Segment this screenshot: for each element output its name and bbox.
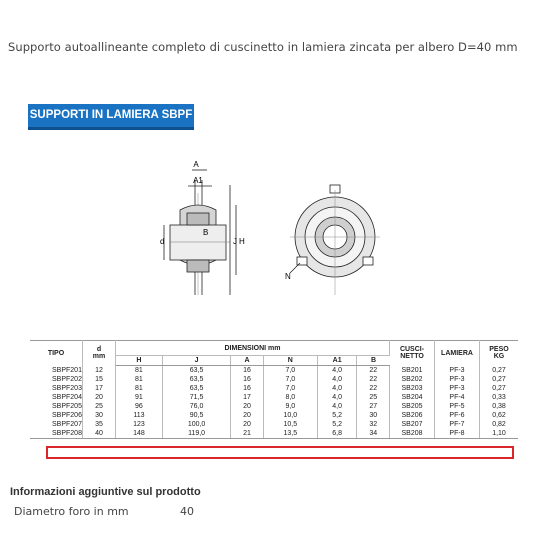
table-cell: PF-4: [435, 393, 480, 402]
table-cell: 32: [357, 420, 390, 429]
label-n: N: [285, 272, 291, 281]
table-cell: 76,0: [162, 402, 230, 411]
table-cell: 119,0: [162, 429, 230, 439]
table-cell: SBPF204: [30, 393, 83, 402]
table-cell: 20: [231, 411, 263, 420]
table-cell: SB207: [390, 420, 435, 429]
header-peso: [480, 341, 519, 366]
table-cell: SBPF203: [30, 384, 83, 393]
header-n: N: [263, 356, 317, 366]
table-cell: SB208: [390, 429, 435, 439]
section-banner: SUPPORTI IN LAMIERA SBPF: [28, 104, 194, 130]
table-cell: 6,8: [317, 429, 357, 439]
specs-table: [30, 340, 518, 439]
table-cell: 10,5: [263, 420, 317, 429]
table-cell: 0,27: [492, 385, 506, 392]
table-cell: PF-8: [435, 429, 480, 439]
table-row: [30, 375, 518, 384]
table-cell: 40: [83, 429, 116, 439]
table-cell: 25: [83, 402, 116, 411]
table-row: [30, 366, 518, 376]
table-cell: 27: [357, 402, 390, 411]
table-cell: 20: [231, 402, 263, 411]
table-row: [30, 420, 518, 429]
table-cell: 0,27: [492, 376, 506, 383]
label-h: H: [239, 237, 245, 246]
table-cell: PF-5: [435, 402, 480, 411]
table-cell: SB206: [390, 411, 435, 420]
table-cell: 123: [116, 420, 163, 429]
table-cell: 113: [116, 411, 163, 420]
table-cell: 5,2: [317, 420, 357, 429]
side-view: [164, 170, 236, 295]
table-cell: 0,27: [492, 366, 506, 374]
table-row: [30, 384, 518, 393]
table-row: [30, 411, 518, 420]
table-cell: 63,5: [162, 375, 230, 384]
header-dimensioni: DIMENSIONI mm: [116, 341, 390, 356]
table-cell: 8,0: [263, 393, 317, 402]
table-cell: PF-3: [435, 384, 480, 393]
table-row: [30, 429, 518, 439]
technical-drawing: [150, 155, 400, 305]
table-cell: 4,0: [317, 393, 357, 402]
label-d: d: [160, 237, 165, 246]
header-a1: A1: [317, 356, 357, 366]
table-cell: 9,0: [263, 402, 317, 411]
table-row: [30, 393, 518, 402]
header-d-label: d: [96, 346, 102, 354]
table-cell: 81: [116, 366, 163, 376]
table-cell: SBPF208: [30, 429, 83, 439]
table-cell: 34: [357, 429, 390, 439]
table-cell: 13,5: [263, 429, 317, 439]
table-cell: SBPF206: [30, 411, 83, 420]
table-cell: 22: [357, 375, 390, 384]
label-a: A: [193, 160, 199, 169]
table-cell: 20: [83, 393, 116, 402]
table-cell: 63,5: [162, 384, 230, 393]
table-cell: SB201: [390, 366, 435, 376]
table-cell: 0,62: [492, 412, 506, 419]
table-cell: SB202: [390, 375, 435, 384]
highlight-box: [46, 446, 514, 459]
table-cell: 21: [231, 429, 263, 439]
table-cell: 91: [116, 393, 163, 402]
bore-diameter-label: Diametro foro in mm: [14, 505, 129, 518]
table-cell: 90,5: [162, 411, 230, 420]
header-j: J: [162, 356, 230, 366]
specs-table-body: [30, 366, 518, 439]
table-cell: PF-6: [435, 411, 480, 420]
table-cell: 30: [83, 411, 116, 420]
header-b: B: [357, 356, 390, 366]
table-cell: 16: [231, 375, 263, 384]
label-b: B: [203, 228, 209, 237]
table-cell: 17: [83, 384, 116, 393]
table-cell: PF-3: [435, 375, 480, 384]
table-cell: 81: [116, 384, 163, 393]
table-cell: 10,0: [263, 411, 317, 420]
table-cell: 17: [231, 393, 263, 402]
table-cell: 25: [357, 393, 390, 402]
table-cell: 20: [231, 420, 263, 429]
table-cell: 35: [83, 420, 116, 429]
table-cell: 5,2: [317, 411, 357, 420]
table-cell: SB203: [390, 384, 435, 393]
table-cell: PF-7: [435, 420, 480, 429]
product-description: Supporto autoallineante completo di cuscinetto in lamiera zincata per albero D=40 mm: [8, 40, 518, 54]
table-cell: 22: [357, 366, 390, 376]
table-cell: 0,33: [492, 394, 506, 401]
label-j: J: [233, 237, 237, 246]
table-cell: SBPF201: [30, 366, 83, 376]
table-cell: 15: [83, 375, 116, 384]
table-cell: 12: [83, 366, 116, 376]
table-cell: 4,0: [317, 366, 357, 376]
table-cell: 71,5: [162, 393, 230, 402]
table-row: [30, 402, 518, 411]
table-cell: 63,5: [162, 366, 230, 376]
table-cell: 0,38: [492, 403, 506, 410]
table-cell: 16: [231, 366, 263, 376]
table-cell: 30: [357, 411, 390, 420]
bore-diameter-value: 40: [180, 505, 194, 518]
table-cell: SBPF207: [30, 420, 83, 429]
header-tipo: TIPO: [30, 341, 83, 366]
table-cell: 7,0: [263, 375, 317, 384]
header-peso-unit: KG: [493, 353, 505, 361]
table-cell: 16: [231, 384, 263, 393]
table-cell: 7,0: [263, 384, 317, 393]
table-cell: SB205: [390, 402, 435, 411]
additional-info-title: Informazioni aggiuntive sul prodotto: [10, 486, 201, 498]
table-cell: SBPF202: [30, 375, 83, 384]
header-d-unit: mm: [92, 353, 106, 361]
table-cell: 1,10: [480, 429, 519, 439]
table-cell: 7,0: [263, 366, 317, 376]
header-peso-label: PESO: [489, 346, 509, 354]
table-cell: 0,82: [492, 421, 506, 428]
table-cell: 100,0: [162, 420, 230, 429]
table-cell: 4,0: [317, 375, 357, 384]
header-lamiera: LAMIERA: [435, 341, 480, 366]
table-cell: 22: [357, 384, 390, 393]
table-cell: 148: [116, 429, 163, 439]
header-h: H: [116, 356, 163, 366]
table-cell: SBPF205: [30, 402, 83, 411]
header-cuscinetto: CUSCI- NETTO: [390, 341, 435, 366]
table-cell: 81: [116, 375, 163, 384]
label-a1: A1: [193, 176, 203, 185]
table-cell: PF-3: [435, 366, 480, 376]
table-cell: 96: [116, 402, 163, 411]
table-cell: SB204: [390, 393, 435, 402]
front-view: [290, 185, 380, 295]
header-a: A: [231, 356, 263, 366]
table-cell: 4,0: [317, 402, 357, 411]
table-cell: 4,0: [317, 384, 357, 393]
header-d: [83, 341, 116, 366]
